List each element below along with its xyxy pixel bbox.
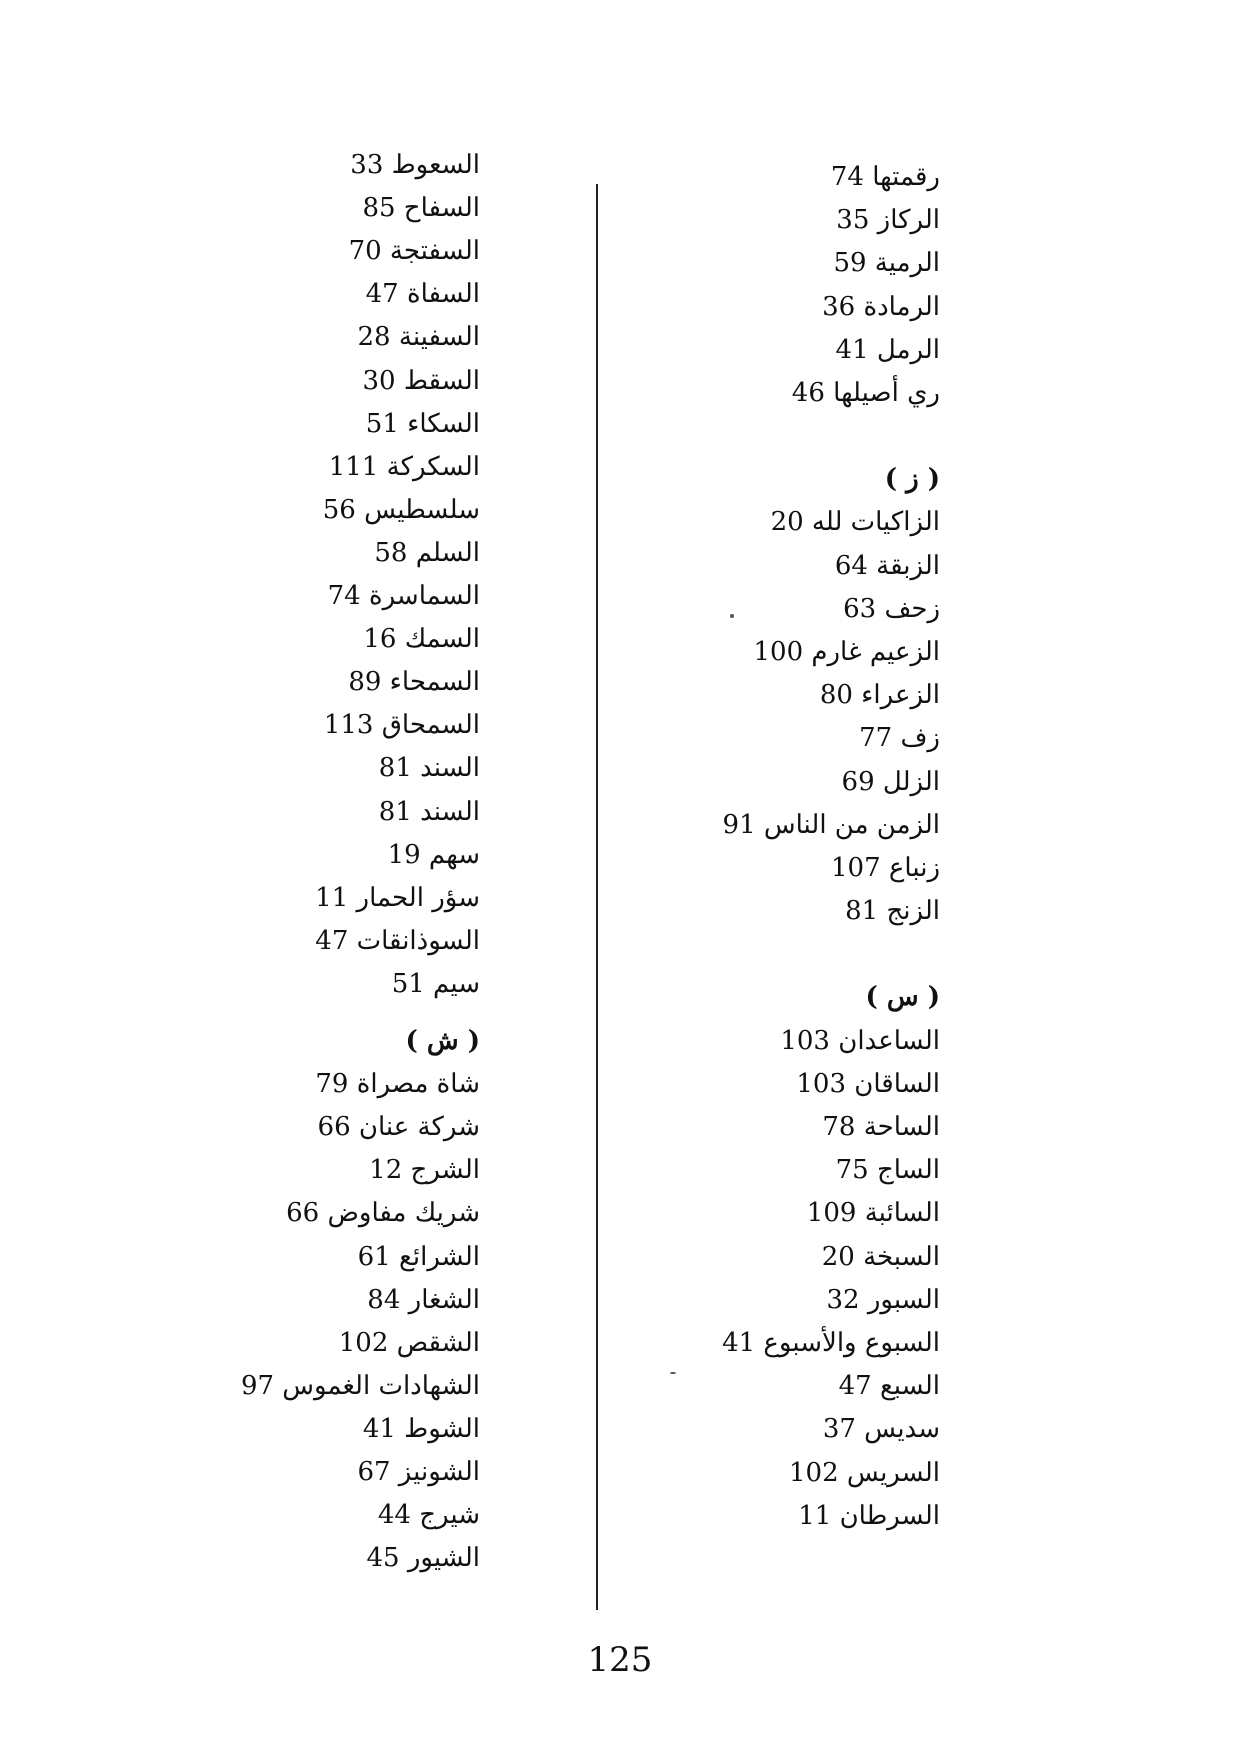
index-entry: الزبقة 64 [834, 551, 940, 581]
index-entry: الزنج 81 [845, 896, 940, 926]
index-entry: سلسطيس 56 [322, 495, 480, 525]
index-entry: السبور 32 [826, 1285, 940, 1315]
index-entry: زحف 63 [843, 594, 940, 624]
index-entry: الساج 75 [835, 1155, 940, 1185]
index-entry: الشغار 84 [367, 1285, 480, 1315]
index-entry: السفاة 47 [365, 279, 480, 309]
index-entry: الساقان 103 [796, 1069, 940, 1099]
column-divider [596, 184, 598, 1610]
index-entry: الرمادة 36 [822, 292, 940, 322]
index-entry: السرطان 11 [798, 1501, 940, 1531]
index-entry: ري أصيلها 46 [791, 378, 940, 408]
index-entry: الشونيز 67 [357, 1457, 480, 1487]
index-entry: الزعيم غارم 100 [753, 637, 940, 667]
index-entry: الرمل 41 [835, 335, 940, 365]
index-entry: سديس 37 [822, 1414, 940, 1444]
index-entry: الشيور 45 [366, 1543, 480, 1573]
index-entry: السفتجة 70 [348, 236, 480, 266]
scan-speck [730, 614, 734, 618]
page-number: 125 [587, 1640, 653, 1680]
index-entry: السوذانقات 47 [315, 926, 480, 956]
index-entry: رقمتها 74 [830, 162, 940, 192]
index-entry: الساعدان 103 [780, 1026, 940, 1056]
index-entry: سيم 51 [391, 969, 480, 999]
index-entry: السبخة 20 [821, 1242, 940, 1272]
index-entry: الساحة 78 [822, 1112, 940, 1142]
index-entry: الزلل 69 [841, 767, 940, 797]
index-entry: سهم 19 [387, 840, 480, 870]
index-entry: السكاء 51 [365, 409, 480, 439]
index-entry: زنباع 107 [831, 853, 940, 883]
letter-heading: ( ش ) [405, 1026, 480, 1056]
index-entry: السمحاء 89 [348, 667, 480, 697]
index-entry: السقط 30 [362, 366, 480, 396]
index-entry: الشرج 12 [369, 1155, 480, 1185]
scan-speck [670, 1372, 676, 1374]
index-entry: السلم 58 [374, 538, 480, 568]
index-entry: السند 81 [378, 753, 480, 783]
index-entry: شركة عنان 66 [317, 1112, 480, 1142]
index-entry: السند 81 [378, 797, 480, 827]
index-entry: الشهادات الغموس 97 [240, 1371, 480, 1401]
index-entry: الركاز 35 [836, 205, 940, 235]
letter-heading: ( ز ) [884, 464, 940, 494]
index-entry: السعوط 33 [350, 150, 480, 180]
index-entry: الرمية 59 [833, 248, 940, 278]
index-entry: زف 77 [859, 723, 940, 753]
index-entry: السبع 47 [838, 1371, 940, 1401]
index-entry: شريك مفاوض 66 [286, 1198, 480, 1228]
index-entry: سؤر الحمار 11 [315, 883, 480, 913]
index-entry: الزعراء 80 [819, 680, 940, 710]
index-entry: الشقص 102 [338, 1328, 480, 1358]
index-entry: الزمن من الناس 91 [722, 810, 940, 840]
letter-heading: ( س ) [865, 982, 940, 1012]
index-entry: السمحاق 113 [323, 710, 480, 740]
index-entry: السبوع والأسبوع 41 [722, 1328, 940, 1358]
index-entry: السفينة 28 [357, 322, 480, 352]
index-entry: الشرائع 61 [357, 1242, 480, 1272]
index-entry: شاة مصراة 79 [315, 1069, 480, 1099]
index-entry: الشوط 41 [362, 1414, 480, 1444]
index-entry: الزاكيات لله 20 [770, 507, 940, 537]
index-entry: شيرج 44 [377, 1500, 480, 1530]
index-entry: السفاح 85 [362, 193, 480, 223]
index-entry: السماسرة 74 [327, 581, 480, 611]
index-entry: السمك 16 [363, 624, 480, 654]
index-entry: السكركة 111 [328, 452, 480, 482]
index-entry: السائبة 109 [806, 1198, 940, 1228]
index-entry: السريس 102 [789, 1458, 940, 1488]
